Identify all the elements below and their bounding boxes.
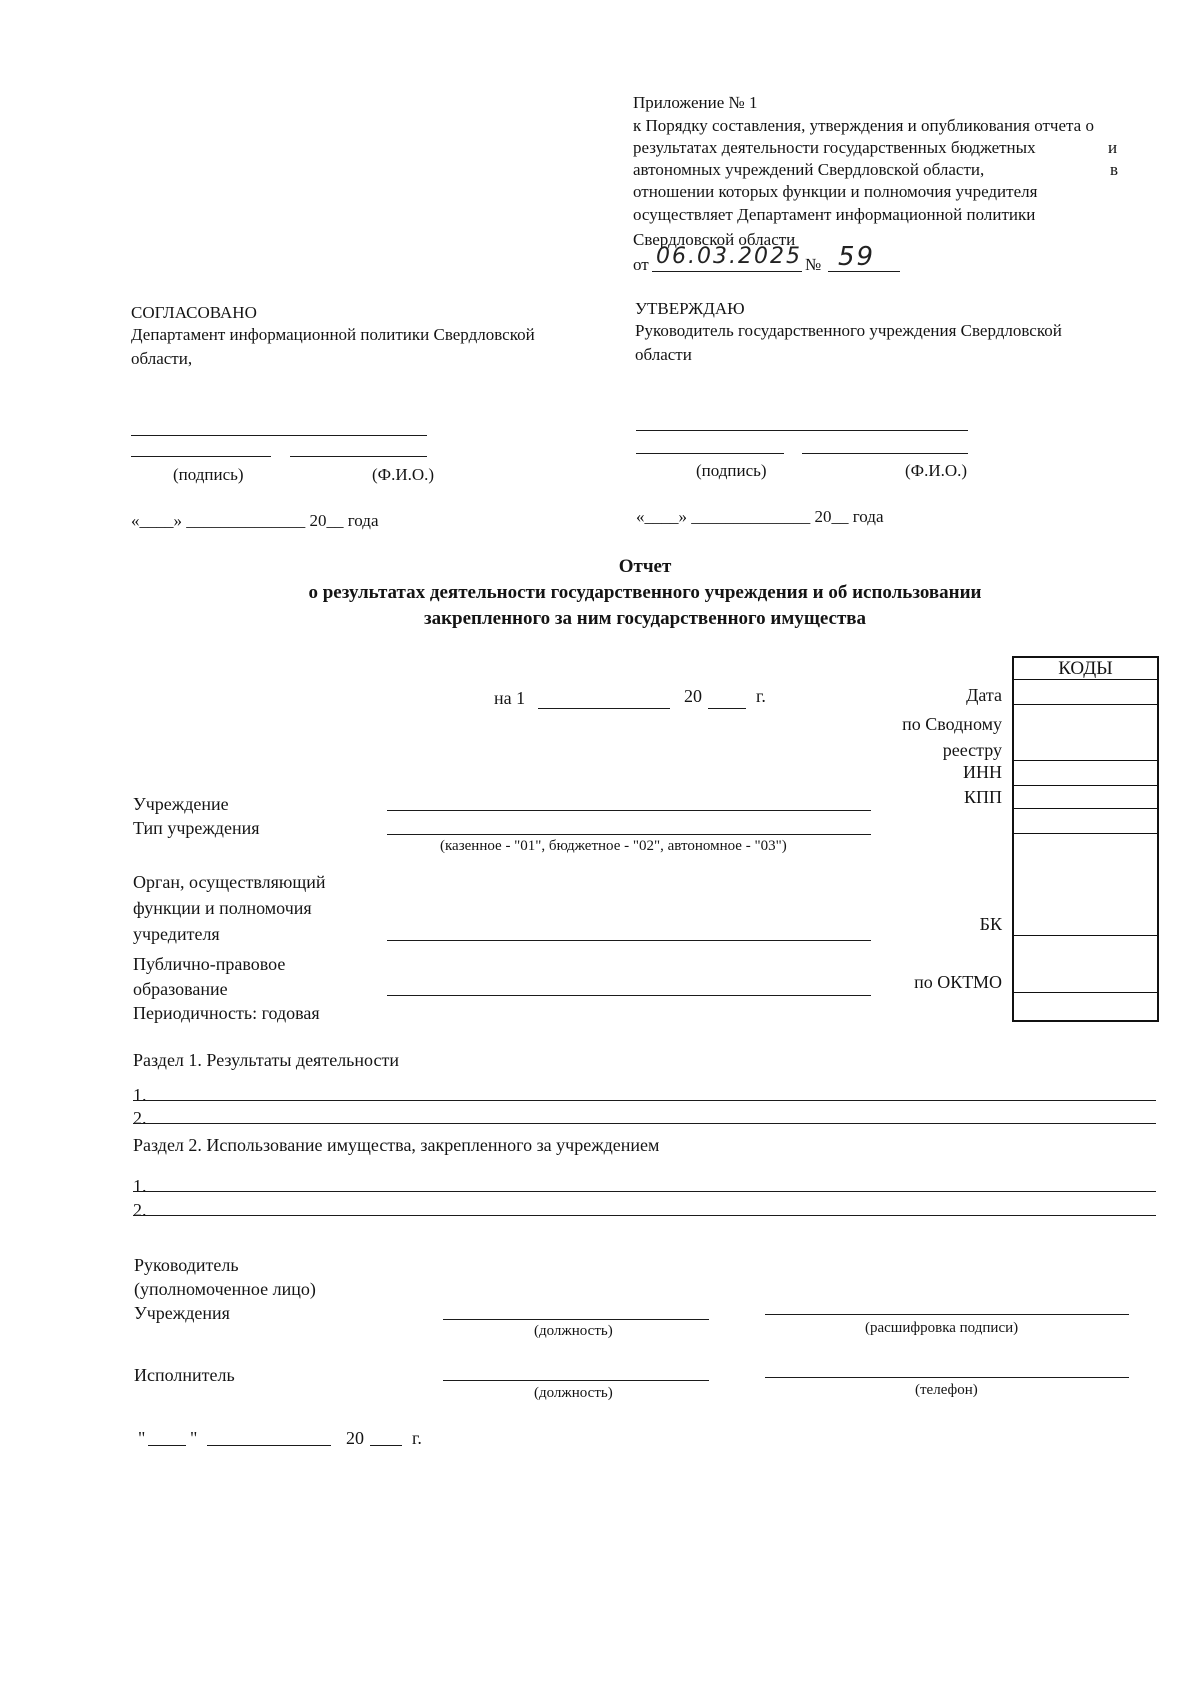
appendix-date-line (652, 271, 802, 272)
date-day-line (148, 1445, 186, 1446)
section-2-item: 2. (133, 1200, 147, 1220)
report-title: Отчет (618, 556, 672, 577)
approved-sign-label: (подпись) (696, 461, 767, 480)
approved-title: УТВЕРЖДАЮ (635, 299, 745, 318)
approved-fio-line (802, 453, 968, 454)
agreed-date-line: «____» ______________ 20__ года (131, 511, 379, 530)
codes-oktmo-label: по ОКТМО (914, 972, 1002, 992)
codes-date-label: Дата (966, 685, 1002, 705)
section-1-item-line (133, 1123, 1156, 1124)
type-label: Тип учреждения (133, 818, 260, 838)
executor-phone-line (765, 1377, 1129, 1378)
section-2-item-line (133, 1215, 1156, 1216)
codes-row-divider (1014, 704, 1157, 705)
organ-line (387, 940, 871, 941)
codes-row-divider (1014, 785, 1157, 786)
institution-line (387, 810, 871, 811)
head-decode-line (765, 1314, 1129, 1315)
executor-phone-label: (телефон) (915, 1382, 978, 1398)
appendix-from-label: от (633, 255, 649, 274)
section-1-item-line (133, 1100, 1156, 1101)
period-label: Периодичность: годовая (133, 1003, 320, 1023)
appendix-right-word: в (1110, 160, 1119, 179)
appendix-date-handwritten: 06.03.2025 (656, 244, 802, 269)
approved-org-line: Руководитель государственного учреждения Свердловской (635, 321, 1062, 340)
head-label: Руководитель (134, 1255, 239, 1275)
appendix-line: Свердловской области (633, 230, 796, 249)
organ-label: учредителя (133, 924, 220, 944)
appendix-line: осуществляет Департамент информационной политики (633, 205, 1036, 224)
approved-signature-line (636, 430, 968, 431)
report-on-label: на 1 (494, 688, 526, 708)
codes-header: КОДЫ (1058, 658, 1113, 679)
section-2-item: 1. (133, 1176, 147, 1196)
executor-position-label: (должность) (534, 1385, 613, 1401)
section-2-item-line (133, 1191, 1156, 1192)
type-line (387, 834, 871, 835)
appendix-number-line (828, 271, 900, 272)
type-hint: (казенное - "01", бюджетное - "02", автономное - "03") (440, 838, 787, 854)
codes-svod-label: по Сводному (902, 714, 1002, 734)
codes-row-divider (1014, 760, 1157, 761)
codes-inn-label: ИНН (963, 762, 1002, 782)
approved-fio-label: (Ф.И.О.) (905, 461, 968, 480)
report-g-label: г. (756, 686, 766, 706)
executor-label: Исполнитель (134, 1365, 235, 1385)
section-1-item: 1. (133, 1085, 147, 1105)
report-subtitle: закрепленного за ним государственного имущества (423, 608, 867, 629)
public-label: образование (133, 979, 228, 999)
report-year-line (708, 708, 746, 709)
approved-org-line: области (635, 345, 692, 364)
codes-row-divider (1014, 679, 1157, 680)
codes-kpp-label: КПП (963, 787, 1002, 807)
section-1-item: 2. (133, 1108, 147, 1128)
section-1-title: Раздел 1. Результаты деятельности (133, 1050, 399, 1070)
approved-sign-line (636, 453, 784, 454)
codes-row-divider (1014, 935, 1157, 936)
report-year-label: 20 (684, 686, 702, 706)
public-label: Публично-правовое (133, 954, 286, 974)
date-quote-close: " (190, 1428, 198, 1448)
organ-label: функции и полномочия (133, 898, 312, 918)
head-position-label: (должность) (534, 1323, 613, 1339)
report-day-line (538, 708, 670, 709)
head-label: (уполномоченное лицо) (134, 1279, 316, 1299)
date-year-line (370, 1445, 402, 1446)
appendix-line: результатах деятельности государственных бюджетных (633, 138, 1036, 157)
agreed-fio-label: (Ф.И.О.) (372, 465, 435, 484)
head-label: Учреждения (134, 1303, 230, 1323)
date-month-line (207, 1445, 331, 1446)
executor-position-line (443, 1380, 709, 1381)
report-subtitle: о результатах деятельности государственного учреждения и об использовании (308, 582, 982, 603)
codes-box (1012, 656, 1159, 1022)
approved-date-line: «____» ______________ 20__ года (636, 507, 884, 526)
public-line (387, 995, 871, 996)
appendix-right-word: и (1108, 138, 1118, 157)
date-year-label: 20 (346, 1428, 364, 1448)
codes-row-divider (1014, 992, 1157, 993)
appendix-line: автономных учреждений Свердловской области, (633, 160, 985, 179)
agreed-org-line: области, (131, 349, 193, 368)
appendix-number-handwritten: 59 (838, 242, 876, 272)
appendix-line: к Порядку составления, утверждения и опубликования отчета о (633, 116, 1094, 135)
agreed-sign-label: (подпись) (173, 465, 244, 484)
appendix-number-label: № (805, 255, 822, 274)
codes-bk-label: БК (979, 914, 1002, 934)
institution-label: Учреждение (133, 794, 229, 814)
date-quote-open: " (138, 1428, 146, 1448)
agreed-signature-line (131, 435, 427, 436)
date-g-label: г. (412, 1428, 422, 1448)
agreed-fio-line (290, 456, 427, 457)
organ-label: Орган, осуществляющий (133, 872, 326, 892)
agreed-title: СОГЛАСОВАНО (131, 303, 257, 322)
codes-svod-label: реестру (942, 740, 1002, 760)
head-position-line (443, 1319, 709, 1320)
agreed-sign-line (131, 456, 271, 457)
codes-row-divider (1014, 833, 1157, 834)
appendix-line: отношении которых функции и полномочия учредителя (633, 182, 1038, 201)
head-decode-label: (расшифровка подписи) (865, 1320, 1019, 1336)
agreed-org-line: Департамент информационной политики Свердловской (131, 325, 535, 344)
codes-row-divider (1014, 808, 1157, 809)
section-2-title: Раздел 2. Использование имущества, закрепленного за учреждением (133, 1135, 660, 1155)
appendix-title: Приложение № 1 (633, 93, 758, 112)
